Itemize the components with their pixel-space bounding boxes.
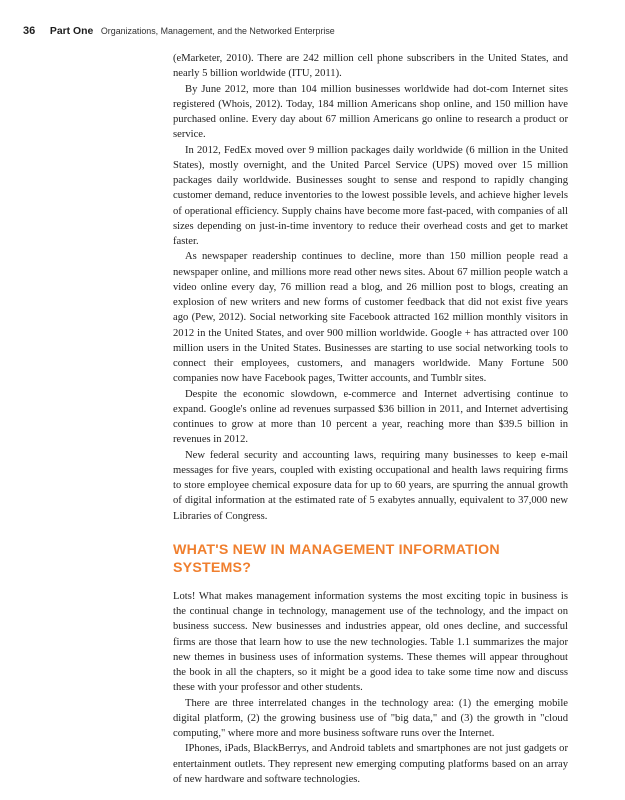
body-paragraph: IPhones, iPads, BlackBerrys, and Android tablets and smartphones are not just gadgets or entertainment outlets. They represent new emerging computing platforms based on an array of new hardware and software technologies. <box>173 743 568 785</box>
part-title: Organizations, Management, and the Networked Enterprise <box>100 26 335 36</box>
running-header <box>23 25 603 38</box>
body-paragraph: In 2012, FedEx moved over 9 million packages daily worldwide (6 million in the United States), mostly overnight, and the United Parcel Service (UPS) moved over 15 million packages daily worldwide. Businesses sought to sense and respond to rapidly changing customer demand, reduce inventories to the lowest possible levels, and achieve higher levels of operational efficiency. Supply chains have become more fast-paced, with companies of all sizes depending on just-in-time inventory to reduce their overhead costs and get to market faster. <box>173 144 568 247</box>
body-paragraph: (eMarketer, 2010). There are 242 million cell phone subscribers in the United States, and nearly 5 billion worldwide (ITU, 2011). <box>173 53 568 80</box>
body-paragraph: There are three interrelated changes in the technology area: (1) the emerging mobile digital platform, (2) the growing business use of "big data," and (3) the growth in "cloud computing," where more and more business software runs over the Internet. <box>173 697 568 739</box>
section-heading: WHAT'S NEW IN MANAGEMENT INFORMATION SYSTEMS? <box>173 541 500 576</box>
page-number: 36 <box>23 25 36 37</box>
body-paragraph: Despite the economic slowdown, e-commerce and Internet advertising continue to expand. Google's online ad revenues surpassed $36 billion in 2011, and Internet advertising continues to grow at more than 10 percent a year, reaching more than $39.5 billion in revenues in 2012. <box>173 388 568 446</box>
body-paragraph: Lots! What makes management information systems the most exciting topic in business is the continual change in technology, management use of the technology, and the impact on business success. New businesses and industries appear, old ones decline, and successful firms are those that learn how to use the new technologies. Table 1.1 summarizes the major new themes in business uses of information systems. These themes will appear throughout the book in all the chapters, so it might be a good idea to take some time now and discuss these with your professor and other students. <box>173 590 568 694</box>
part-label: Part One <box>49 26 94 37</box>
body-paragraph: By June 2012, more than 104 million businesses worldwide had dot-com Internet sites registered (Whois, 2012). Today, 184 million Americans shop online, and 150 million have purchased online. Every day about 67 million Americans go online to research a product or service. <box>173 83 568 141</box>
body-paragraph: New federal security and accounting laws, requiring many businesses to keep e-mail messages for five years, coupled with existing occupational and health laws requiring firms to store employee chemical exposure data for up to 60 years, are spurring the annual growth of digital information at the estimated rate of 5 exabytes annually, equivalent to 37,000 new Libraries of Congress. <box>173 449 568 522</box>
body-text-column <box>173 51 568 787</box>
body-paragraph: As newspaper readership continues to decline, more than 150 million people read a newspaper online, and millions more read other news sites. About 67 million people watch a video online every day, 76 million read a blog, and 26 million post to blogs, creating an explosion of new writers and new forms of customer feedback that did not exist five years ago (Pew, 2012). Social networking site Facebook attracted 162 million monthly visitors in 2012 in the United States, and over 900 million worldwide. Google + has attracted over 100 million users in the United States. Businesses are starting to use social networking tools to connect their employees, customers, and managers worldwide. Many Fortune 500 companies now have Facebook pages, Twitter accounts, and Tumblr sites. <box>173 251 568 385</box>
